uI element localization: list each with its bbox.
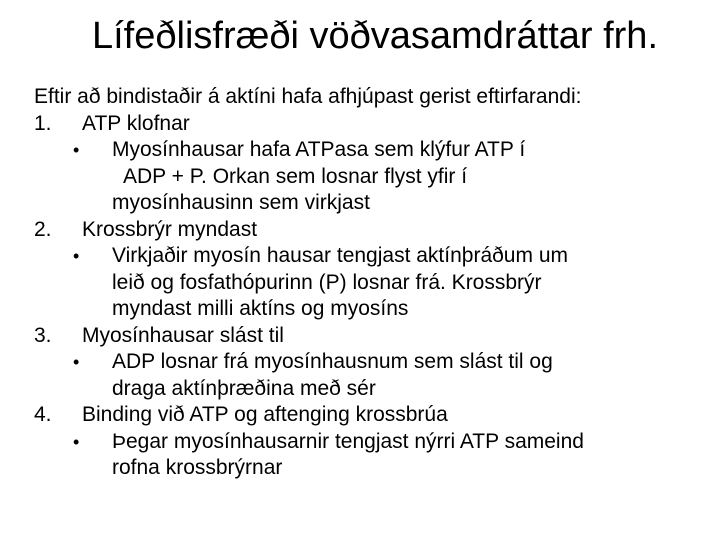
bullet-icon: • — [73, 246, 80, 266]
sub-bullet — [73, 137, 694, 217]
list-item — [34, 217, 694, 323]
item-number: 1. — [34, 111, 52, 135]
item-label: Krossbrýr myndast — [82, 217, 258, 241]
item-label: Myosínhausar slást til — [82, 323, 284, 347]
bullet-icon: • — [73, 140, 80, 160]
sub-bullet-line: leið og fosfathópurinn (P) losnar frá. Krossbrýr — [112, 270, 542, 294]
sub-bullet-text — [112, 429, 694, 482]
sub-bullet-line: Þegar myosínhausarnir tengjast nýrri ATP sameind — [112, 429, 584, 453]
item-number: 4. — [34, 403, 52, 426]
sub-bullet — [73, 349, 694, 402]
sub-bullet-line: rofna krossbrýrnar — [112, 456, 283, 479]
sub-bullet — [73, 429, 694, 482]
sub-bullet-line: draga aktínþræðina með sér — [112, 376, 376, 400]
item-number: 2. — [34, 217, 52, 241]
slide-body — [34, 84, 694, 482]
sub-bullet — [73, 243, 694, 323]
item-label: ATP klofnar — [82, 111, 190, 135]
sub-bullet-line: ADP losnar frá myosínhausnum sem slást til og — [112, 350, 553, 373]
sub-bullet-text — [112, 137, 694, 217]
sub-bullet-line: myndast milli aktíns og myosíns — [112, 297, 409, 320]
sub-bullet-text — [112, 349, 694, 402]
item-label: Binding við ATP og aftenging krossbrúa — [82, 403, 448, 426]
sub-bullet-line: myosínhausinn sem virkjast — [112, 191, 370, 214]
sub-bullet-text — [112, 243, 694, 323]
bullet-icon: • — [73, 431, 80, 452]
sub-bullet-line: Virkjaðir myosín hausar tengjast aktínþráðum um — [112, 244, 568, 267]
slide-title: Lífeðlisfræði vöðvasamdráttar frh. — [91, 15, 658, 57]
item-number: 3. — [34, 323, 52, 347]
list-item — [34, 111, 694, 217]
sub-bullet-line: ADP + P. Orkan sem losnar flyst yfir í — [123, 164, 468, 188]
list-item — [34, 402, 694, 482]
bullet-icon: • — [73, 352, 80, 372]
sub-bullet-line: Myosínhausar hafa ATPasa sem klýfur ATP í — [112, 138, 526, 161]
intro-text: Eftir að bindistaðir á aktíni hafa afhjúpast gerist eftirfarandi: — [34, 85, 582, 108]
list-item — [34, 323, 694, 403]
